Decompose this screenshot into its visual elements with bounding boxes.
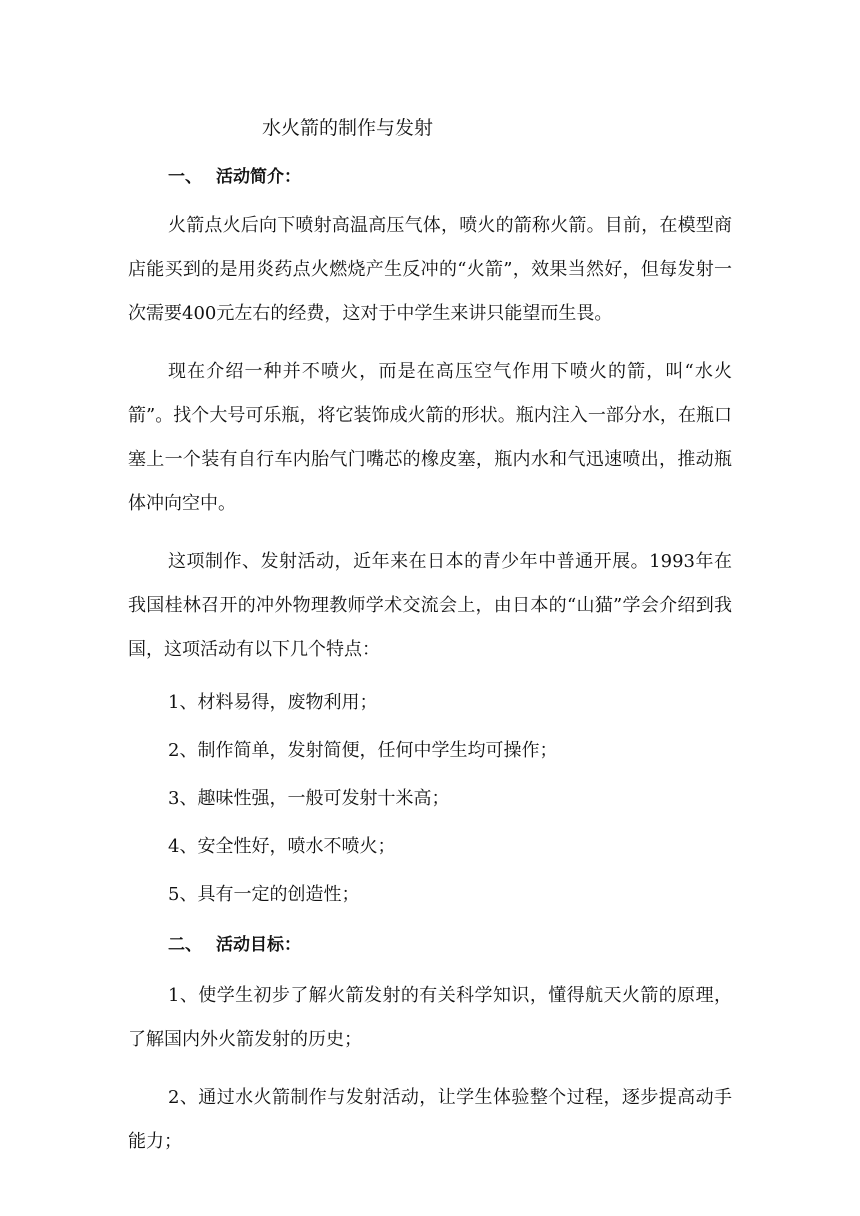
section-label: 活动目标： bbox=[216, 935, 301, 955]
feature-item: 3、趣味性强，一般可发射十米高； bbox=[168, 788, 450, 809]
goal-item: 1、使学生初步了解火箭发射的有关科学知识，懂得航天火箭的原理，了解国内外火箭发射的历史； bbox=[128, 985, 732, 1050]
goal-item: 2、通过水火箭制作与发射活动，让学生体验整个过程，逐步提高动手能力； bbox=[128, 1087, 732, 1152]
section-number: 二、 bbox=[168, 935, 202, 955]
section-number: 一、 bbox=[168, 167, 202, 187]
feature-item: 5、具有一定的创造性； bbox=[168, 884, 360, 905]
section-label: 活动简介： bbox=[216, 167, 301, 187]
paragraph: 火箭点火后向下喷射高温高压气体，喷火的箭称火箭。目前，在模型商店能买到的是用炎药点火燃烧产生反冲的“火箭”，效果当然好，但每发射一次需要400元左右的经费，这对于中学生来讲只能望而生畏。 bbox=[128, 215, 732, 324]
section-heading-intro bbox=[128, 162, 732, 192]
paragraph: 现在介绍一种并不喷火，而是在高压空气作用下喷火的箭，叫“水火箭”。找个大号可乐瓶，将它装饰成火箭的形状。瓶内注入一部分水，在瓶口塞上一个装有自行车内胎气门嘴芯的橡皮塞，瓶内水和气迅速喷出，推动瓶体冲向空中。 bbox=[128, 361, 732, 514]
document-title: 水火箭的制作与发射 bbox=[262, 117, 434, 139]
section-heading-goals bbox=[128, 930, 732, 960]
feature-item: 2、制作简单，发射简便，任何中学生均可操作； bbox=[168, 740, 558, 761]
paragraph: 这项制作、发射活动，近年来在日本的青少年中普通开展。1993年在我国桂林召开的冲外物理教师学术交流会上，由日本的“山猫”学会介绍到我国，这项活动有以下几个特点： bbox=[128, 551, 732, 660]
document-body bbox=[128, 112, 732, 1164]
feature-item: 1、材料易得，废物利用； bbox=[168, 692, 378, 713]
feature-item: 4、安全性好，喷水不喷火； bbox=[168, 836, 396, 857]
